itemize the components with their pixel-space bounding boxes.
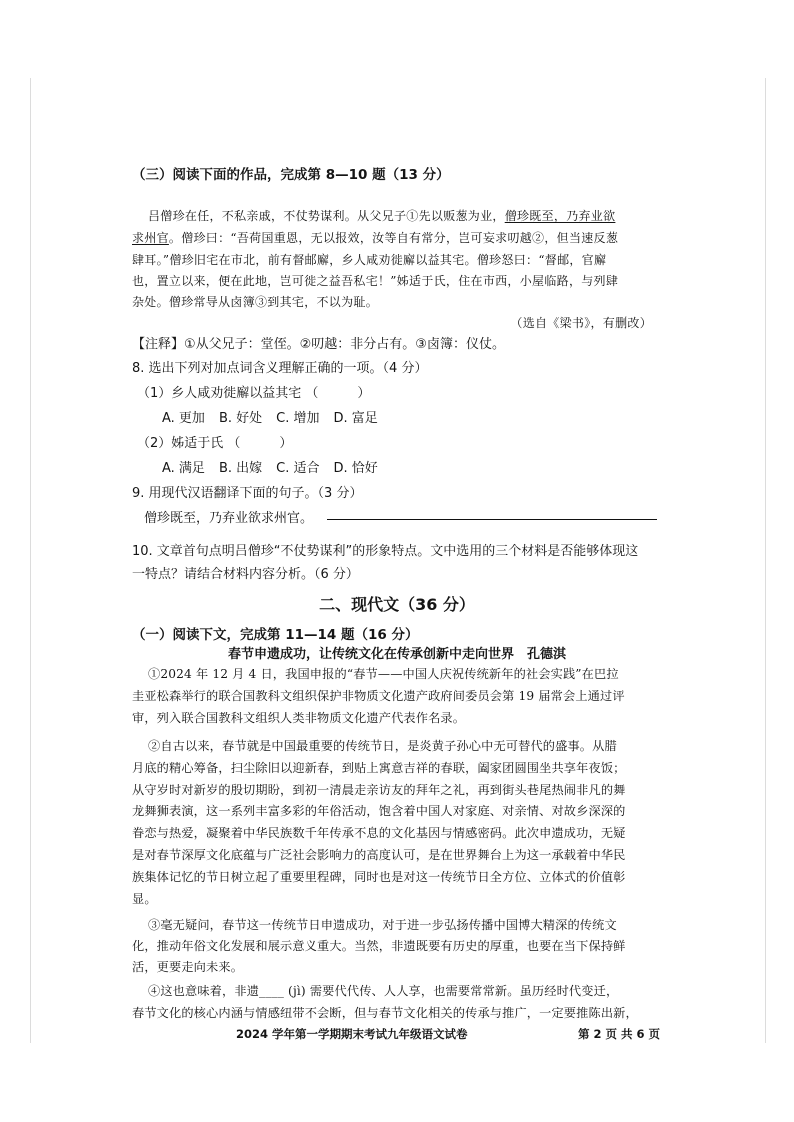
para4-line-2: 春节文化的核心内涵与情感纽带不会断，但与春节文化相关的传承与推广，一定要推陈出新， bbox=[132, 1006, 638, 1020]
option-b[interactable]: B. 好处 bbox=[218, 411, 263, 426]
para2-line-6: 是对春节深厚文化底蕴与广泛社会影响力的高度认可，是在世界舞台上为这一承载着中华民 bbox=[132, 848, 626, 862]
para3-line-3: 活，更要走向未来。 bbox=[132, 960, 244, 974]
option-d[interactable]: D. 恰好 bbox=[333, 461, 378, 476]
passage-line-1: 吕僧珍在任，不私亲戚，不仗势谋利。从父兄子①先以贩葱为业，僧珍既至，乃弃业欲 bbox=[148, 209, 616, 223]
para1-line-1: ①2024 年 12 月 4 日，我国申报的“春节——中国人庆祝传统新年的社会实践”在巴拉 bbox=[148, 667, 619, 681]
passage-line-2: 求州官。僧珍曰：“吾荷国重恩，无以报效，汝等自有常分，岂可妄求叨越②，但当速反葱 bbox=[132, 231, 619, 245]
option-a[interactable]: A. 满足 bbox=[162, 461, 205, 476]
para1-line-2: 圭亚松森举行的联合国教科文组织保护非物质文化遗产政府间委员会第 19 届常会上通过评 bbox=[132, 689, 625, 703]
q8-sub1-options bbox=[162, 407, 392, 426]
underlined-sentence-part1: 僧珍既至，乃弃业欲 bbox=[504, 209, 616, 223]
para2-line-1: ②自古以来，春节就是中国最重要的传统节日，是炎黄子孙心中无可替代的盛事。从腊 bbox=[148, 739, 617, 753]
footer-page-number: 第 2 页 共 6 页 bbox=[578, 1027, 661, 1041]
section3-heading: （三）阅读下面的作品，完成第 8—10 题（13 分） bbox=[132, 167, 450, 183]
q9-sentence: 僧珍既至，乃弃业欲求州官。 bbox=[144, 511, 314, 526]
para2-line-5: 眷恋与热爱，凝聚着中华民族数千年传承不息的文化基因与情感密码。此次申遗成功，无疑 bbox=[132, 826, 626, 840]
para2-line-7: 族集体记忆的节日树立起了重要里程碑，同时也是对这一传统节日全方位、立体式的价值彰 bbox=[132, 870, 626, 884]
option-b[interactable]: B. 出嫁 bbox=[218, 461, 263, 476]
q8-stem: 8. 选出下列对加点词含义理解正确的一项。（4 分） bbox=[132, 361, 428, 376]
para2-line-4: 龙舞狮表演，这一系列丰富多彩的年俗活动，饱含着中国人对家庭、对亲情、对故乡深深的 bbox=[132, 804, 626, 818]
option-c[interactable]: C. 增加 bbox=[276, 411, 320, 426]
para4-line-1: ④这也意味着，非遗____ (jì) 需要代代传、人人享，也需要常常新。虽历经时代变迁， bbox=[148, 984, 619, 998]
q9-answer-line[interactable] bbox=[327, 519, 657, 520]
option-d[interactable]: D. 富足 bbox=[333, 411, 378, 426]
para2-line-3: 从守岁时对新岁的殷切期盼，到初一清晨走亲访友的拜年之礼，再到街头巷尾热闹非凡的舞 bbox=[132, 783, 626, 797]
q8-sub1: （1）乡人咸劝徙廨以益其宅 （ ） bbox=[137, 386, 371, 401]
q8-sub2: （2）姊适于氏 （ ） bbox=[137, 436, 293, 451]
underlined-sentence-part2: 求州官 bbox=[132, 231, 169, 245]
para2-line-8: 显。 bbox=[132, 892, 157, 906]
para2-line-2: 月底的精心筹备，扫尘除旧以迎新春，到贴上寓意吉祥的春联，阖家团圆围坐共享年夜饭； bbox=[132, 761, 626, 775]
q10-line-1: 10. 文章首句点明吕僧珍“不仗势谋利”的形象特点。文中选用的三个材料是否能够体现这 bbox=[132, 544, 639, 559]
part2-title: 二、现代文（36 分） bbox=[319, 595, 475, 614]
q10-line-2: 一特点？请结合材料内容分析。（6 分） bbox=[132, 567, 359, 582]
para1-line-3: 审，列入联合国教科文组织人类非物质文化遗产代表作名录。 bbox=[132, 711, 466, 725]
q8-sub2-options bbox=[162, 457, 392, 476]
para3-line-1: ③毫无疑问，春节这一传统节日申遗成功，对于进一步弘扬传播中国博大精深的传统文 bbox=[148, 918, 617, 932]
q9-stem: 9. 用现代汉语翻译下面的句子。（3 分） bbox=[132, 486, 363, 501]
annotation-notes: 【注释】①从父兄子：堂侄。②叨越：非分占有。③卤簿：仪仗。 bbox=[132, 337, 505, 352]
option-a[interactable]: A. 更加 bbox=[162, 411, 205, 426]
part2-subheading: （一）阅读下文，完成第 11—14 题（16 分） bbox=[132, 627, 419, 643]
passage-line-4: 也，置立以来，便在此地，岂可徙之益吾私宅！”姊适于氏，住在市西，小屋临路，与列肆 bbox=[132, 274, 619, 288]
para3-line-2: 化，推动年俗文化发展和展示意义重大。当然，非遗既要有历史的厚重，也要在当下保持鲜 bbox=[132, 939, 626, 953]
passage-line-3: 肆耳。”僧珍旧宅在市北，前有督邮廨，乡人咸劝徙廨以益其宅。僧珍怒曰：“督邮，官廨 bbox=[132, 253, 607, 267]
passage-source: （选自《梁书》，有删改） bbox=[510, 316, 652, 330]
article-title: 春节申遗成功，让传统文化在传承创新中走向世界 孔德淇 bbox=[227, 647, 566, 662]
passage-line-5: 杂处。僧珍常导从卤簿③到其宅，不以为耻。 bbox=[132, 295, 379, 309]
footer-exam-title: 2024 学年第一学期期末考试九年级语文试卷 bbox=[236, 1027, 468, 1041]
option-c[interactable]: C. 适合 bbox=[276, 461, 320, 476]
